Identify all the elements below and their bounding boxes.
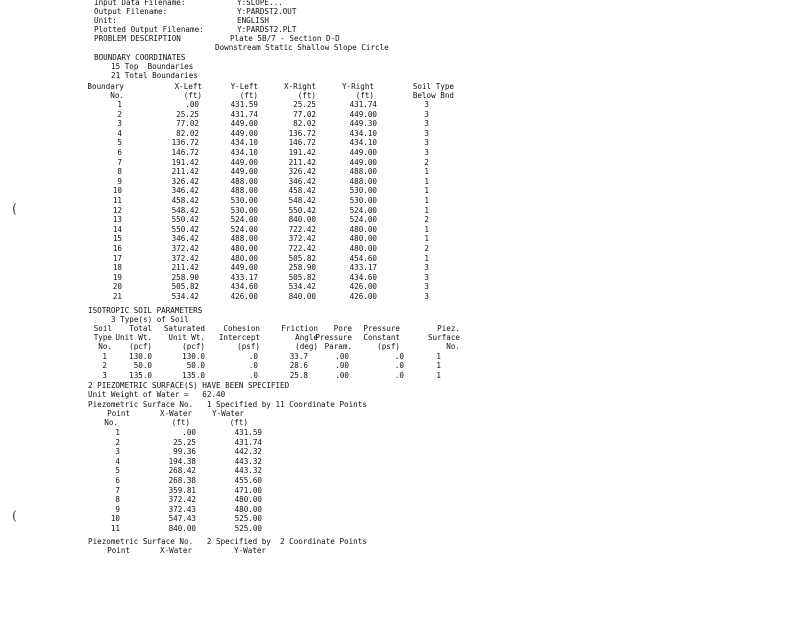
boundary-row-cell: 82.02 xyxy=(176,128,199,138)
boundary-row-cell: 434.10 xyxy=(230,138,258,148)
boundary-row-cell: 449.00 xyxy=(230,157,258,167)
piezo-row-cell: 2 xyxy=(115,437,120,447)
soil-row-cell: .0 xyxy=(248,370,258,380)
boundary-row-cell: 3 xyxy=(424,119,429,129)
soil-header-cell: Saturated xyxy=(163,324,205,333)
boundary-row-cell: 3 xyxy=(424,292,429,301)
piezo-row-cell: 547.43 xyxy=(168,514,196,524)
soil-row-cell: .0 xyxy=(394,361,404,371)
boundary-row-cell: 15 xyxy=(112,234,122,244)
boundary-row-cell: 191.42 xyxy=(171,157,199,167)
soil-header-cell: Pressure xyxy=(315,333,352,342)
boundary-row-cell: 431.59 xyxy=(230,100,258,109)
boundary-row-cell: 2 xyxy=(424,244,429,253)
boundary-row-cell: 505.82 xyxy=(171,282,199,292)
soil-header-cell: Unit Wt. xyxy=(168,333,205,342)
boundary-row-cell: 82.02 xyxy=(293,119,316,129)
piezo-row-cell: 25.25 xyxy=(173,437,196,447)
boundary-row-cell: 530.00 xyxy=(349,186,377,196)
boundary-row-cell: 3 xyxy=(424,109,429,119)
boundary-header-cell: X-Right xyxy=(283,82,316,91)
piezo-row-cell: 443.32 xyxy=(234,466,262,476)
unit-label: Unit: xyxy=(94,16,117,25)
boundary-row-cell: 8 xyxy=(117,167,122,177)
boundary-row-cell: 7 xyxy=(117,157,122,167)
boundary-row-cell: 3 xyxy=(424,100,429,109)
boundary-row-cell: 431.74 xyxy=(349,100,377,109)
boundary-row-cell: 524.00 xyxy=(230,215,258,225)
boundary-row-cell: 211.42 xyxy=(171,263,199,273)
boundary-row-cell: 1 xyxy=(424,176,429,186)
margin-mark: ( xyxy=(12,202,18,217)
boundary-row-cell: 524.00 xyxy=(349,215,377,225)
plotted-output-label: Plotted Output Filename: xyxy=(94,25,204,34)
piezo-row-cell: .00 xyxy=(182,428,196,437)
soil-header-cell: Type xyxy=(93,333,112,342)
boundary-row-cell: 326.42 xyxy=(288,167,316,177)
problem-description-value2: Downstream Static Shallow Slope Circle xyxy=(215,43,389,52)
soil-row-cell: .0 xyxy=(248,352,258,361)
boundary-row-cell: 1 xyxy=(424,196,429,205)
boundary-row-cell: 6 xyxy=(117,148,122,157)
soil-row-cell: 50.0 xyxy=(133,361,152,371)
piezo-surface-2-heading: Piezometric Surface No. 2 Specified by 2 Coordinate Points xyxy=(88,537,367,546)
boundary-row-cell: 1 xyxy=(424,224,429,234)
boundary-row-cell: 722.42 xyxy=(288,224,316,234)
soil-header-cell: Piez. xyxy=(437,324,460,333)
boundary-row-cell: 548.42 xyxy=(288,196,316,205)
boundary-row-cell: 191.42 xyxy=(288,148,316,157)
soil-header-cell: Pressure xyxy=(363,324,400,333)
boundary-row-cell: 18 xyxy=(112,263,122,273)
piezo-header-cell: (ft) xyxy=(229,418,248,427)
boundary-row-cell: 449.00 xyxy=(230,167,258,177)
piezo-header-cell: Y-Water xyxy=(211,409,244,418)
boundary-row-cell: 524.00 xyxy=(349,205,377,215)
piezo-row-cell: 442.32 xyxy=(234,447,262,457)
boundary-row-cell: 449.00 xyxy=(349,148,377,157)
boundary-row-cell: 3 xyxy=(424,282,429,292)
piezo-title: 2 PIEZOMETRIC SURFACE(S) HAVE BEEN SPECIFIED xyxy=(88,381,290,390)
boundary-row-cell: 480.00 xyxy=(349,224,377,234)
piezo-row-cell: 4 xyxy=(115,456,120,466)
boundary-row-cell: 505.82 xyxy=(288,253,316,263)
output-filename-label: Output Filename: xyxy=(94,7,168,16)
boundary-row-cell: 10 xyxy=(112,186,122,196)
boundary-row-cell: 3 xyxy=(424,138,429,148)
boundary-row-cell: 21 xyxy=(112,292,122,301)
boundary-row-cell: 211.42 xyxy=(171,167,199,177)
boundary-row-cell: 480.00 xyxy=(349,234,377,244)
boundary-row-cell: 431.74 xyxy=(230,109,258,119)
soil-row-cell: 130.0 xyxy=(182,352,205,361)
piezo-row-cell: 359.81 xyxy=(168,485,196,495)
piezo-header-cell: X-Water xyxy=(159,546,192,555)
input-data-filename-value: Y:SLOPE... xyxy=(237,0,283,7)
soil-row-cell: 1 xyxy=(436,361,441,371)
boundary-row-cell: 530.00 xyxy=(349,196,377,205)
piezo-row-cell: 7 xyxy=(115,485,120,495)
boundary-row-cell: 426.00 xyxy=(230,292,258,301)
boundary-row-cell: 3 xyxy=(117,119,122,129)
soil-row-cell: .00 xyxy=(335,352,349,361)
boundary-row-cell: 13 xyxy=(112,215,122,225)
boundary-row-cell: 530.00 xyxy=(230,205,258,215)
boundary-row-cell: 1 xyxy=(424,186,429,196)
boundary-row-cell: 458.42 xyxy=(171,196,199,205)
soil-row-cell: .0 xyxy=(248,361,258,371)
boundary-row-cell: 550.42 xyxy=(171,224,199,234)
piezo-header-cell: X-Water xyxy=(159,409,192,418)
boundary-row-cell: 5 xyxy=(117,138,122,148)
boundary-row-cell: 1 xyxy=(424,253,429,263)
boundary-row-cell: 14 xyxy=(112,224,122,234)
boundary-row-cell: 434.10 xyxy=(349,138,377,148)
boundary-row-cell: 433.17 xyxy=(230,272,258,282)
soil-header-cell: Pore xyxy=(333,324,352,333)
soil-row-cell: 2 xyxy=(102,361,107,371)
boundary-row-cell: 1 xyxy=(117,100,122,109)
boundary-row-cell: 550.42 xyxy=(288,205,316,215)
boundary-header-cell: (ft) xyxy=(183,91,202,100)
boundary-row-cell: 25.25 xyxy=(293,100,316,109)
piezo-surface-1-heading: Piezometric Surface No. 1 Specified by 11 Coordinate Points xyxy=(88,400,367,409)
boundary-row-cell: 534.42 xyxy=(288,282,316,292)
boundary-row-cell: 550.42 xyxy=(171,215,199,225)
boundary-row-cell: .00 xyxy=(185,100,199,109)
boundary-total-count: 21 Total Boundaries xyxy=(111,71,198,80)
boundary-row-cell: 3 xyxy=(424,272,429,282)
piezo-row-cell: 372.42 xyxy=(168,495,196,505)
boundary-row-cell: 12 xyxy=(112,205,122,215)
boundary-row-cell: 840.00 xyxy=(288,292,316,301)
boundary-row-cell: 449.00 xyxy=(230,263,258,273)
boundary-row-cell: 3 xyxy=(424,128,429,138)
soil-row-cell: 33.7 xyxy=(289,352,308,361)
piezo-row-cell: 268.42 xyxy=(168,466,196,476)
boundary-row-cell: 211.42 xyxy=(288,157,316,167)
soil-header-cell: Surface xyxy=(427,333,460,342)
soil-header-cell: No. xyxy=(446,342,460,351)
boundary-row-cell: 372.42 xyxy=(288,234,316,244)
boundary-header-cell: Boundary xyxy=(87,82,124,91)
piezo-row-cell: 525.00 xyxy=(234,514,262,524)
soil-row-cell: 50.0 xyxy=(186,361,205,371)
piezo-row-cell: 431.74 xyxy=(234,437,262,447)
soil-header-cell: Unit Wt. xyxy=(115,333,152,342)
boundary-row-cell: 77.02 xyxy=(176,119,199,129)
boundary-header-cell: (ft) xyxy=(355,91,374,100)
piezo-row-cell: 525.00 xyxy=(234,524,262,533)
margin-mark: ( xyxy=(12,509,18,524)
boundary-row-cell: 488.00 xyxy=(349,176,377,186)
plotted-output-value: Y:PARDST2.PLT xyxy=(237,25,297,34)
boundary-row-cell: 346.42 xyxy=(171,234,199,244)
boundary-row-cell: 1 xyxy=(424,234,429,244)
soil-row-cell: 1 xyxy=(436,352,441,361)
piezo-row-cell: 194.38 xyxy=(168,456,196,466)
soil-row-cell: 3 xyxy=(102,370,107,380)
piezo-header-cell: (ft) xyxy=(171,418,190,427)
soil-row-cell: 28.6 xyxy=(289,361,308,371)
boundary-row-cell: 2 xyxy=(117,109,122,119)
soil-row-cell: .00 xyxy=(335,370,349,380)
boundary-row-cell: 434.60 xyxy=(349,272,377,282)
boundary-header-cell: (ft) xyxy=(297,91,316,100)
boundary-header-cell: Y-Left xyxy=(230,82,258,91)
piezo-row-cell: 9 xyxy=(115,504,120,514)
boundary-row-cell: 17 xyxy=(112,253,122,263)
soil-type-count: 3 Type(s) of Soil xyxy=(111,315,189,324)
boundary-top-count: 15 Top Boundaries xyxy=(111,62,194,71)
boundary-row-cell: 426.00 xyxy=(349,292,377,301)
soil-row-cell: .0 xyxy=(394,370,404,380)
boundary-row-cell: 454.60 xyxy=(349,253,377,263)
boundary-row-cell: 346.42 xyxy=(171,186,199,196)
boundary-row-cell: 146.72 xyxy=(171,148,199,157)
boundary-row-cell: 372.42 xyxy=(171,244,199,253)
soil-header-cell: Soil xyxy=(93,324,112,333)
piezo-header-cell: Point xyxy=(107,409,130,418)
boundary-row-cell: 372.42 xyxy=(171,253,199,263)
boundary-row-cell: 480.00 xyxy=(349,244,377,253)
boundary-row-cell: 426.00 xyxy=(349,282,377,292)
piezo-row-cell: 1 xyxy=(115,428,120,437)
soil-row-cell: 25.8 xyxy=(289,370,308,380)
soil-row-cell: .00 xyxy=(335,361,349,371)
piezo-row-cell: 11 xyxy=(110,524,120,533)
boundary-row-cell: 25.25 xyxy=(176,109,199,119)
boundary-title: BOUNDARY COORDINATES xyxy=(94,53,186,62)
piezo-row-cell: 480.00 xyxy=(234,495,262,505)
piezo-row-cell: 5 xyxy=(115,466,120,476)
boundary-row-cell: 1 xyxy=(424,205,429,215)
boundary-row-cell: 3 xyxy=(424,263,429,273)
soil-header-cell: (psf) xyxy=(377,342,400,351)
boundary-row-cell: 146.72 xyxy=(288,138,316,148)
boundary-row-cell: 488.00 xyxy=(230,186,258,196)
soil-row-cell: 135.0 xyxy=(129,370,152,380)
boundary-header-cell: (ft) xyxy=(239,91,258,100)
boundary-row-cell: 505.82 xyxy=(288,272,316,282)
problem-description-label: PROBLEM DESCRIPTION xyxy=(94,34,181,43)
boundary-row-cell: 480.00 xyxy=(230,253,258,263)
piezo-row-cell: 268.38 xyxy=(168,476,196,485)
soil-header-cell: Intercept xyxy=(218,333,260,342)
boundary-row-cell: 488.00 xyxy=(230,234,258,244)
boundary-row-cell: 449.00 xyxy=(230,128,258,138)
boundary-row-cell: 449.00 xyxy=(349,109,377,119)
piezo-header-cell: No. xyxy=(104,418,118,427)
boundary-row-cell: 19 xyxy=(112,272,122,282)
boundary-header-cell: No. xyxy=(110,91,124,100)
piezo-row-cell: 431.59 xyxy=(234,428,262,437)
piezo-row-cell: 840.00 xyxy=(168,524,196,533)
boundary-row-cell: 3 xyxy=(424,148,429,157)
soil-header-cell: (psf) xyxy=(237,342,260,351)
boundary-row-cell: 434.10 xyxy=(230,148,258,157)
soil-header-cell: No. xyxy=(98,342,112,351)
piezo-row-cell: 10 xyxy=(110,514,120,524)
boundary-row-cell: 11 xyxy=(112,196,122,205)
piezo-row-cell: 471.00 xyxy=(234,485,262,495)
boundary-row-cell: 488.00 xyxy=(230,176,258,186)
boundary-row-cell: 722.42 xyxy=(288,244,316,253)
boundary-row-cell: 530.00 xyxy=(230,196,258,205)
problem-description-value: Plate 5B/7 - Section D-D xyxy=(230,34,340,43)
boundary-row-cell: 488.00 xyxy=(349,167,377,177)
output-filename-value: Y:PARDST2.OUT xyxy=(237,7,297,16)
piezo-row-cell: 455.60 xyxy=(234,476,262,485)
boundary-header-cell: Below Bnd xyxy=(412,91,454,100)
piezo-row-cell: 6 xyxy=(115,476,120,485)
soil-header-cell: Cohesion xyxy=(223,324,260,333)
boundary-row-cell: 548.42 xyxy=(171,205,199,215)
soil-header-cell: Total xyxy=(129,324,152,333)
soil-row-cell: .0 xyxy=(394,352,404,361)
soil-row-cell: 1 xyxy=(436,370,441,380)
piezo-row-cell: 480.00 xyxy=(234,504,262,514)
piezo-row-cell: 3 xyxy=(115,447,120,457)
boundary-row-cell: 1 xyxy=(424,167,429,177)
boundary-row-cell: 136.72 xyxy=(171,138,199,148)
boundary-row-cell: 16 xyxy=(112,244,122,253)
soil-header-cell: Friction xyxy=(281,324,318,333)
boundary-row-cell: 326.42 xyxy=(171,176,199,186)
boundary-row-cell: 480.00 xyxy=(230,244,258,253)
piezo-header-cell: Point xyxy=(107,546,130,555)
boundary-row-cell: 840.00 xyxy=(288,215,316,225)
boundary-row-cell: 4 xyxy=(117,128,122,138)
boundary-row-cell: 9 xyxy=(117,176,122,186)
boundary-row-cell: 449.00 xyxy=(230,119,258,129)
soil-row-cell: 130.0 xyxy=(129,352,152,361)
soil-row-cell: 1 xyxy=(102,352,107,361)
boundary-row-cell: 449.30 xyxy=(349,119,377,129)
boundary-row-cell: 434.10 xyxy=(349,128,377,138)
soil-header-cell: Param. xyxy=(324,342,352,351)
soil-row-cell: 135.0 xyxy=(182,370,205,380)
piezo-row-cell: 443.32 xyxy=(234,456,262,466)
boundary-row-cell: 136.72 xyxy=(288,128,316,138)
piezo-row-cell: 8 xyxy=(115,495,120,505)
boundary-row-cell: 258.90 xyxy=(171,272,199,282)
soil-header-cell: Constant xyxy=(363,333,400,342)
unit-value: ENGLISH xyxy=(237,16,270,25)
boundary-header-cell: Soil Type xyxy=(412,82,454,91)
piezo-header-cell: Y-Water xyxy=(233,546,266,555)
soil-header-cell: (pcf) xyxy=(129,342,152,351)
boundary-row-cell: 2 xyxy=(424,157,429,167)
boundary-row-cell: 434.60 xyxy=(230,282,258,292)
boundary-header-cell: X-Left xyxy=(174,82,202,91)
piezo-row-cell: 372.43 xyxy=(168,504,196,514)
piezo-row-cell: 99.36 xyxy=(173,447,196,457)
boundary-row-cell: 449.00 xyxy=(349,157,377,167)
boundary-header-cell: Y-Right xyxy=(341,82,374,91)
boundary-row-cell: 77.02 xyxy=(293,109,316,119)
boundary-row-cell: 2 xyxy=(424,215,429,225)
boundary-row-cell: 258.90 xyxy=(288,263,316,273)
input-data-filename-label: Input Data Filename: xyxy=(94,0,186,7)
soil-header-cell: (deg) xyxy=(295,342,318,351)
soil-header-cell: (pcf) xyxy=(182,342,205,351)
soil-title: ISOTROPIC SOIL PARAMETERS xyxy=(88,306,203,315)
boundary-row-cell: 433.17 xyxy=(349,263,377,273)
boundary-row-cell: 458.42 xyxy=(288,186,316,196)
boundary-row-cell: 534.42 xyxy=(171,292,199,301)
boundary-row-cell: 20 xyxy=(112,282,122,292)
soil-header-cell: Angle xyxy=(295,333,318,342)
boundary-row-cell: 524.00 xyxy=(230,224,258,234)
unit-weight-water: Unit Weight of Water = 62.40 xyxy=(88,390,226,399)
boundary-row-cell: 346.42 xyxy=(288,176,316,186)
